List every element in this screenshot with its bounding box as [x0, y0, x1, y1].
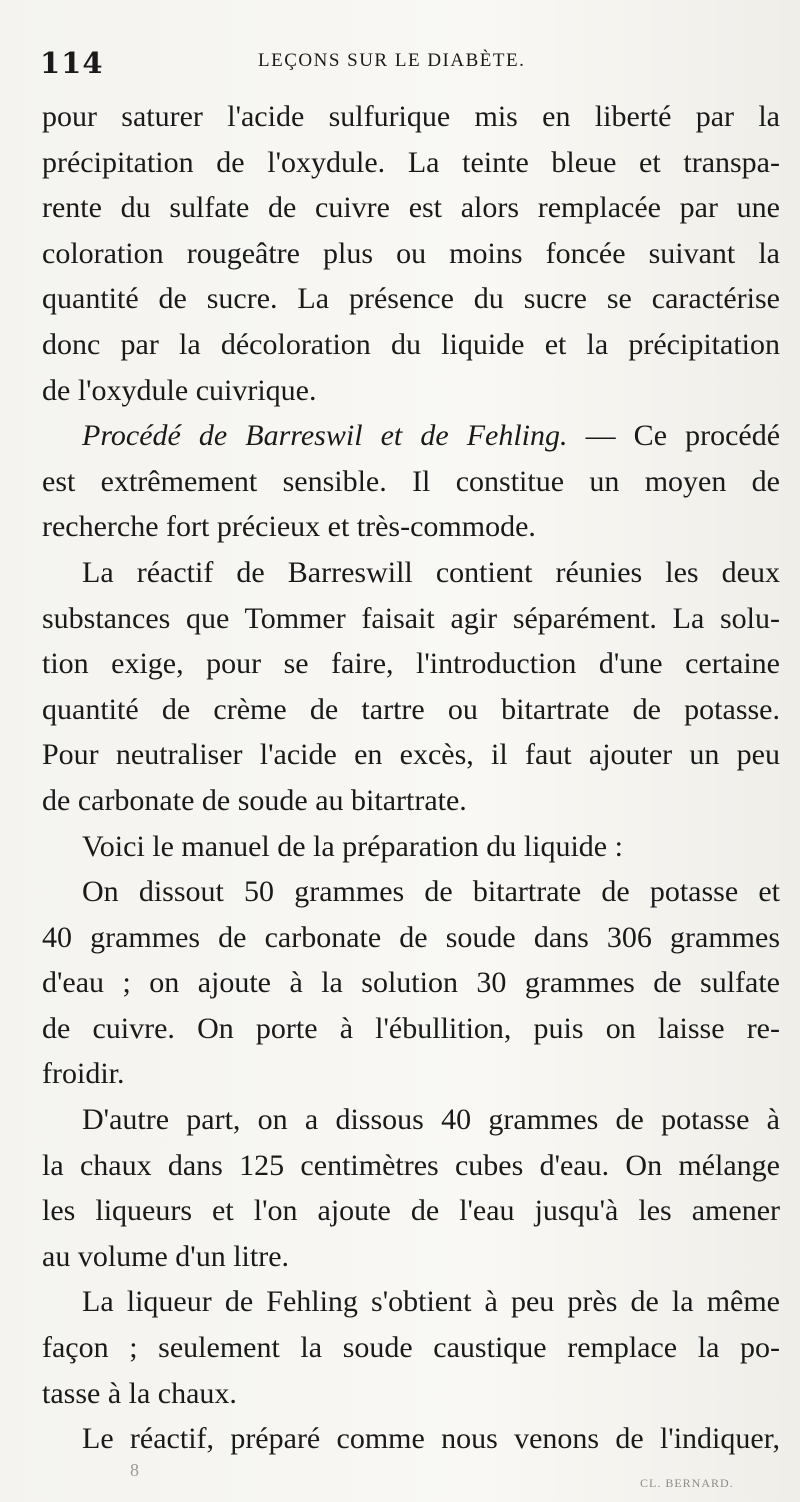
text-line: La réactif de Barreswill contient réunies les deux: [82, 555, 780, 589]
section-heading-rest: — Ce procédé: [585, 419, 780, 453]
text-line: d'eau ; on ajoute à la solution 30 grammes de sulfate: [42, 966, 780, 1000]
section-heading-line: [42, 413, 780, 459]
page-header: [40, 40, 780, 80]
body-text: [42, 94, 780, 1462]
text-line: donc par la décoloration du liquide et la précipitation: [42, 327, 780, 361]
text-line: froidir.: [42, 1057, 125, 1091]
text-line: tasse à la chaux.: [42, 1376, 237, 1410]
text-line: D'autre part, on a dissous 40 grammes de potasse à: [82, 1103, 780, 1137]
text-line: Pour neutraliser l'acide en excès, il faut ajouter un peu: [42, 738, 780, 772]
text-line: La liqueur de Fehling s'obtient à peu près de la même: [82, 1285, 780, 1319]
signature-mark: 8: [130, 1460, 139, 1480]
text-line: quantité de crème de tartre ou bitartrate de potasse.: [42, 692, 780, 726]
signature-name: CL. BERNARD.: [640, 1476, 734, 1490]
running-title: LEÇONS SUR LE DIABÈTE.: [258, 50, 526, 71]
text-line: Le réactif, préparé comme nous venons de l'indiquer,: [82, 1422, 780, 1456]
text-line: de carbonate de soude au bitartrate.: [42, 783, 467, 817]
text-line: coloration rougeâtre plus ou moins foncée suivant la: [42, 236, 780, 270]
text-line: les liqueurs et l'on ajoute de l'eau jusqu'à les amener: [42, 1194, 780, 1228]
page-number: 114: [40, 46, 104, 80]
text-line: recherche fort précieux et très-commode.: [42, 510, 536, 544]
text-line: Voici le manuel de la préparation du liquide :: [82, 829, 623, 863]
text-line: de cuivre. On porte à l'ébullition, puis on laisse re-: [42, 1011, 780, 1045]
text-line: est extrêmement sensible. Il constitue un moyen de: [42, 464, 780, 498]
text-line: la chaux dans 125 centimètres cubes d'eau. On mélange: [42, 1148, 780, 1182]
text-line: au volume d'un litre.: [42, 1239, 290, 1273]
text-line: rente du sulfate de cuivre est alors remplacée par une: [42, 191, 780, 225]
text-line: pour saturer l'acide sulfurique mis en liberté par la: [42, 100, 780, 133]
text-line: 40 grammes de carbonate de soude dans 306 grammes: [42, 920, 780, 954]
section-heading: Procédé de Barreswil et de Fehling.: [82, 419, 568, 453]
text-line: substances que Tommer faisait agir séparément. La solu-: [42, 601, 780, 635]
text-line: quantité de sucre. La présence du sucre se caractérise: [42, 282, 780, 316]
text-line: de l'oxydule cuivrique.: [42, 373, 317, 407]
text-line: précipitation de l'oxydule. La teinte bleue et transpa-: [42, 145, 780, 179]
text-line: tion exige, pour se faire, l'introduction d'une certaine: [42, 647, 780, 681]
text-line: On dissout 50 grammes de bitartrate de potasse et: [82, 875, 780, 909]
text-line: façon ; seulement la soude caustique remplace la po-: [42, 1331, 780, 1365]
